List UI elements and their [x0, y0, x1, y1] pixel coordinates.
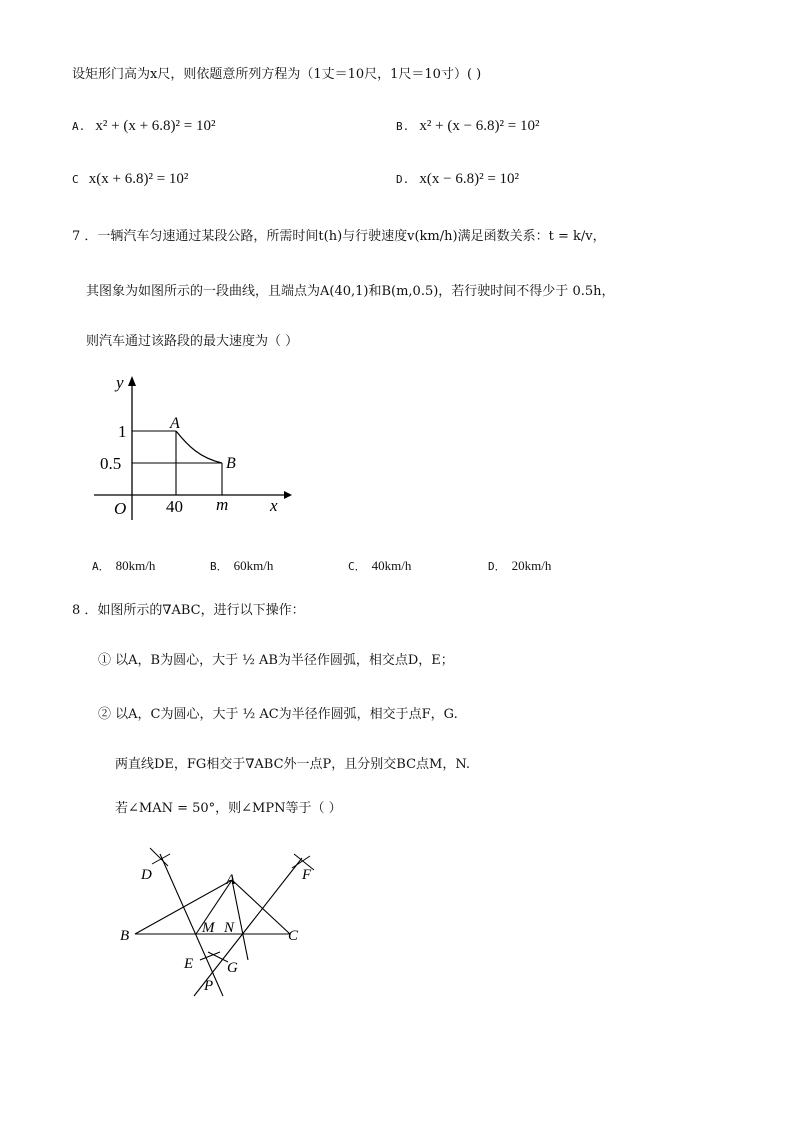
q6-option-c[interactable]	[72, 171, 188, 188]
label-f: F	[302, 867, 312, 883]
label-p: P	[204, 978, 214, 994]
option-formula: x² + (x + 6.8)² = 10²	[95, 118, 216, 134]
origin-label: O	[114, 499, 127, 518]
q6-option-b[interactable]	[396, 118, 540, 135]
option-text: 20km/h	[511, 558, 552, 573]
option-label: A.	[72, 120, 86, 133]
y-axis-label: y	[116, 373, 124, 392]
point-a-label: A	[170, 415, 180, 432]
q8-figure	[110, 836, 330, 1006]
x-axis-label: x	[270, 496, 278, 515]
q8-line4: 两直线DE，FG相交于∇ABC外一点P，且分别交BC点M，N.	[115, 757, 470, 772]
option-text: 60km/h	[233, 558, 274, 573]
q8-step1: ① 以A，B为圆心，大于 ½ AB为半径作圆弧，相交点D，E；	[98, 653, 454, 668]
label-b: B	[120, 928, 130, 944]
label-d: D	[141, 867, 152, 883]
q6-stem: 设矩形门高为x尺，则依题意所列方程为（1丈＝10尺，1尺＝10寸）( )	[72, 67, 482, 82]
option-label: A．	[92, 560, 110, 573]
curve-a-to-b	[176, 431, 222, 463]
point-b-label: B	[226, 455, 236, 472]
q8-line1: 8 ．如图所示的∇ABC，进行以下操作：	[72, 603, 305, 618]
label-n: N	[224, 920, 235, 936]
label-a: A	[226, 872, 236, 888]
q6-option-a[interactable]	[72, 118, 216, 135]
y-axis-arrow	[128, 376, 136, 386]
option-label: C	[72, 173, 79, 186]
tick-y-1: 1	[118, 422, 127, 441]
option-label: D.	[396, 173, 410, 186]
option-label: B.	[396, 120, 410, 133]
tick-x-40: 40	[166, 497, 183, 516]
option-formula: x² + (x − 6.8)² = 10²	[419, 118, 540, 134]
option-formula: x(x − 6.8)² = 10²	[419, 171, 520, 187]
q7-line3: 则汽车通过该路段的最大速度为（ ）	[86, 334, 299, 349]
option-text: 80km/h	[115, 558, 156, 573]
x-axis-arrow	[284, 491, 292, 499]
q7-graph	[88, 372, 308, 522]
label-m: M	[202, 920, 215, 936]
tick-y-05: 0.5	[100, 454, 122, 473]
option-label: D．	[488, 560, 506, 573]
option-label: B．	[210, 560, 228, 573]
q7-line2: 其图象为如图所示的一段曲线，且端点为A(40,1)和B(m,0.5)，若行驶时间不得少于 0.5h，	[86, 284, 615, 299]
label-e: E	[184, 956, 194, 972]
q7-line1: 7 ．一辆汽车匀速通过某段公路，所需时间t(h)与行驶速度v(km/h)满足函数关系：t = k/v，	[72, 229, 606, 244]
q7-option-b[interactable]	[210, 558, 273, 574]
label-c: C	[288, 928, 299, 944]
q6-option-d[interactable]	[396, 171, 519, 188]
tick-x-m: m	[216, 495, 229, 514]
q7-option-c[interactable]	[348, 558, 411, 574]
q8-step2: ② 以A，C为圆心，大于 ½ AC为半径作圆弧，相交于点F，G.	[98, 707, 458, 722]
q7-option-a[interactable]	[92, 558, 155, 574]
q7-option-d[interactable]	[488, 558, 551, 574]
option-label: C．	[348, 560, 366, 573]
option-formula: x(x + 6.8)² = 10²	[88, 171, 189, 187]
option-text: 40km/h	[371, 558, 412, 573]
label-g: G	[227, 960, 238, 976]
q8-line5: 若∠MAN = 50°，则∠MPN等于（ ）	[115, 801, 342, 816]
